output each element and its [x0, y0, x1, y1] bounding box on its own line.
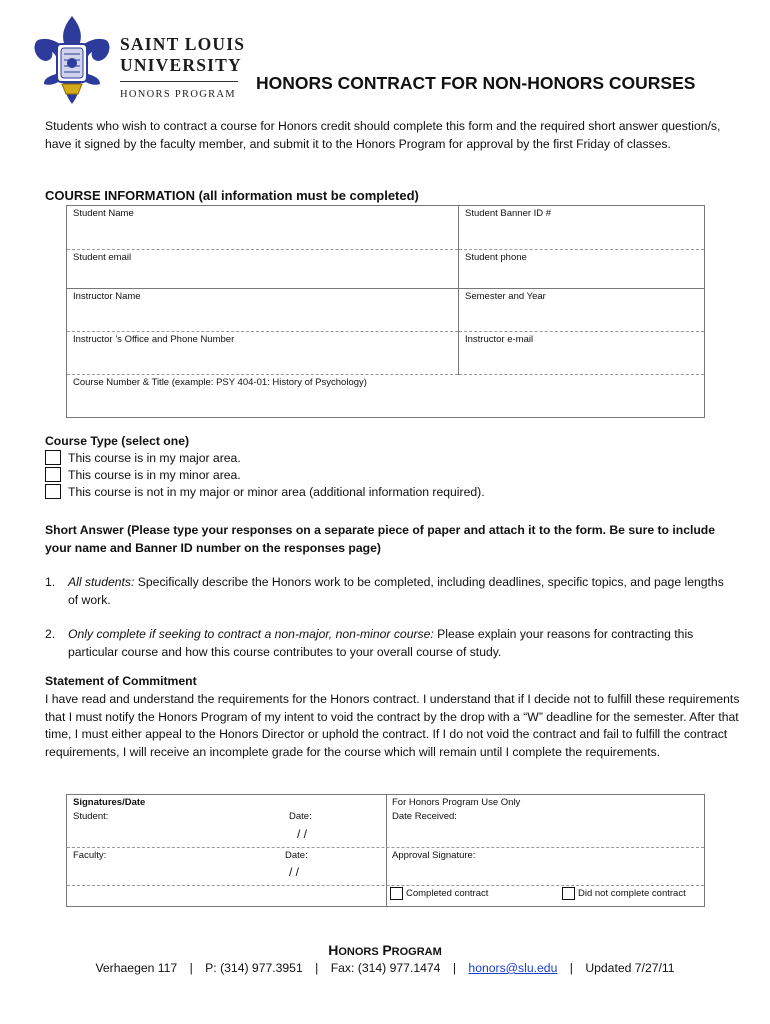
faculty-signature-field[interactable]: Faculty: [73, 850, 107, 861]
short-answer-heading: Short Answer (Please type your responses on a separate piece of paper and attach it to the form. Be sure to include your name and Banner ID number on the responses page) [45, 523, 716, 555]
footer-contact: Verhaegen 117 | P: (314) 977.3951 | Fax: (314) 977.1474 | honors@slu.edu | Updated 7/27/11 [95, 961, 675, 975]
question-2: 2. Only complete if seeking to contract a non-major, non-minor course: Please explain your reasons for contracting this particular course and how this course contributes to your overall course of study. [45, 627, 694, 659]
commitment-heading: Statement of Commitment [45, 674, 197, 688]
footer-address: Verhaegen 117 [95, 961, 178, 975]
instructor-email-field[interactable]: Instructor e-mail [459, 332, 705, 375]
student-signature-field[interactable]: Student: [73, 811, 109, 822]
student-name-field[interactable]: Student Name [67, 206, 459, 250]
course-number-field[interactable]: Course Number & Title (example: PSY 404-01: History of Psychology) [67, 375, 705, 418]
checkbox-major[interactable] [45, 450, 61, 465]
course-type-other[interactable]: This course is not in my major or minor area (additional information required). [45, 484, 485, 499]
student-date-label: Date: [289, 811, 312, 822]
checkbox-not-completed[interactable] [562, 887, 575, 900]
footer-email-link[interactable]: honors@slu.edu [468, 961, 558, 975]
header-rule [120, 81, 238, 82]
checkbox-minor[interactable] [45, 467, 61, 482]
faculty-date-field[interactable]: / / [289, 865, 300, 879]
semester-year-field[interactable]: Semester and Year [459, 289, 705, 332]
question-1: 1. All students: Specifically describe the Honors work to be completed, including deadlines, specific topics, and page lengths of work. [45, 575, 724, 607]
approval-signature-field[interactable]: Approval Signature: [392, 850, 476, 861]
course-info-heading: COURSE INFORMATION (all information must be completed) [45, 188, 419, 203]
completed-contract-option[interactable]: Completed contract [390, 887, 488, 900]
commitment-text: I have read and understand the requirements for the Honors contract. I understand that if I decide not to fulfill these requirements that I must notify the Honors Program of my intent to void the contract by the drop with a “W” deadline for the semester. After that time, I must either appeal to the Honors Director or uphold the contract. If I do not void the contract and fail to fulfill the contract requirements, I will receive an incomplete grade for the course which will remain until I complete the requirements. [45, 692, 740, 759]
faculty-date-label: Date: [285, 850, 308, 861]
page-title: HONORS CONTRACT FOR NON-HONORS COURSES [256, 73, 696, 93]
signature-table [66, 794, 705, 907]
date-received-field[interactable]: Date Received: [392, 811, 457, 822]
student-banner-id-field[interactable]: Student Banner ID # [459, 206, 705, 250]
course-type-minor[interactable]: This course is in my minor area. [45, 467, 241, 482]
checkbox-other[interactable] [45, 484, 61, 499]
university-name: SAINT LOUIS UNIVERSITY [120, 34, 246, 75]
footer-program-title: HONORS PROGRAM [328, 942, 442, 958]
instructor-office-field[interactable]: Instructor ’s Office and Phone Number [67, 332, 459, 375]
course-type-major[interactable]: This course is in my major area. [45, 450, 241, 465]
program-name: HONORS PROGRAM [120, 89, 236, 100]
instructor-name-field[interactable]: Instructor Name [67, 289, 459, 332]
checkbox-completed[interactable] [390, 887, 403, 900]
student-email-field[interactable]: Student email [67, 250, 459, 289]
course-type-heading: Course Type (select one) [45, 434, 190, 448]
student-date-field[interactable]: / / [297, 827, 308, 841]
signatures-header: Signatures/Date [73, 797, 146, 808]
slu-crest-logo [30, 14, 114, 106]
footer-fax: Fax: (314) 977.1474 [330, 961, 441, 975]
student-phone-field[interactable]: Student phone [459, 250, 705, 289]
not-completed-option[interactable]: Did not complete contract [562, 887, 686, 900]
course-info-table [66, 205, 705, 418]
footer-phone: P: (314) 977.3951 [205, 961, 303, 975]
honors-use-only-label: For Honors Program Use Only [392, 797, 521, 808]
intro-paragraph: Students who wish to contract a course for Honors credit should complete this form and the required short answer question/s, have it signed by the faculty member, and submit it to the Honors Program for approval by the first Friday of classes. [45, 119, 721, 151]
footer-updated: Updated 7/27/11 [585, 961, 675, 975]
